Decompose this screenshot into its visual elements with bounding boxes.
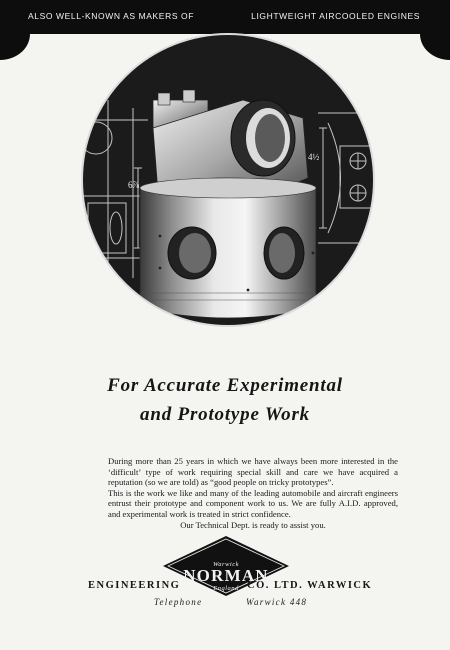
body-paragraph-2: This is the work we like and many of the leading automobile and aircraft engineers entrust their prototype and component work to us. We are fully A.I.D. approved, and experimental work is treated in strict confidence.: [108, 487, 398, 519]
body-paragraph-1: During more than 25 years in which we have always been more interested in the ‘difficult’ type of work requiring special skill and care we have acquired a reputation (so we are told) as “good people on tricky prototypes”.: [108, 456, 398, 488]
header-corner-left: [0, 34, 30, 60]
header-left-text: ALSO WELL-KNOWN AS MAKERS OF: [28, 11, 195, 21]
logo-top-word: Warwick: [212, 561, 239, 568]
telephone-label: Telephone: [154, 597, 203, 607]
logo-name: NORMAN: [183, 566, 269, 585]
company-name-right: CO. LTD. WARWICK: [247, 580, 373, 591]
telephone-number: Warwick 448: [246, 597, 308, 607]
connecting-rod-piston-illustration: [78, 28, 378, 328]
dimension-label-right: 4½: [308, 152, 320, 162]
headline-line-1: For Accurate Experimental: [107, 375, 343, 396]
header-corner-right: [420, 34, 450, 60]
header-right-text: LIGHTWEIGHT AIRCOOLED ENGINES: [251, 11, 420, 21]
body-copy: [108, 456, 398, 530]
logo-bottom-word: England: [213, 585, 239, 592]
company-name-left: ENGINEERING: [88, 580, 181, 591]
body-paragraph-3: Our Technical Dept. is ready to assist you.: [180, 519, 326, 530]
headline-line-2: and Prototype Work: [140, 404, 310, 425]
dimension-label-left: 6⅞: [128, 180, 140, 190]
